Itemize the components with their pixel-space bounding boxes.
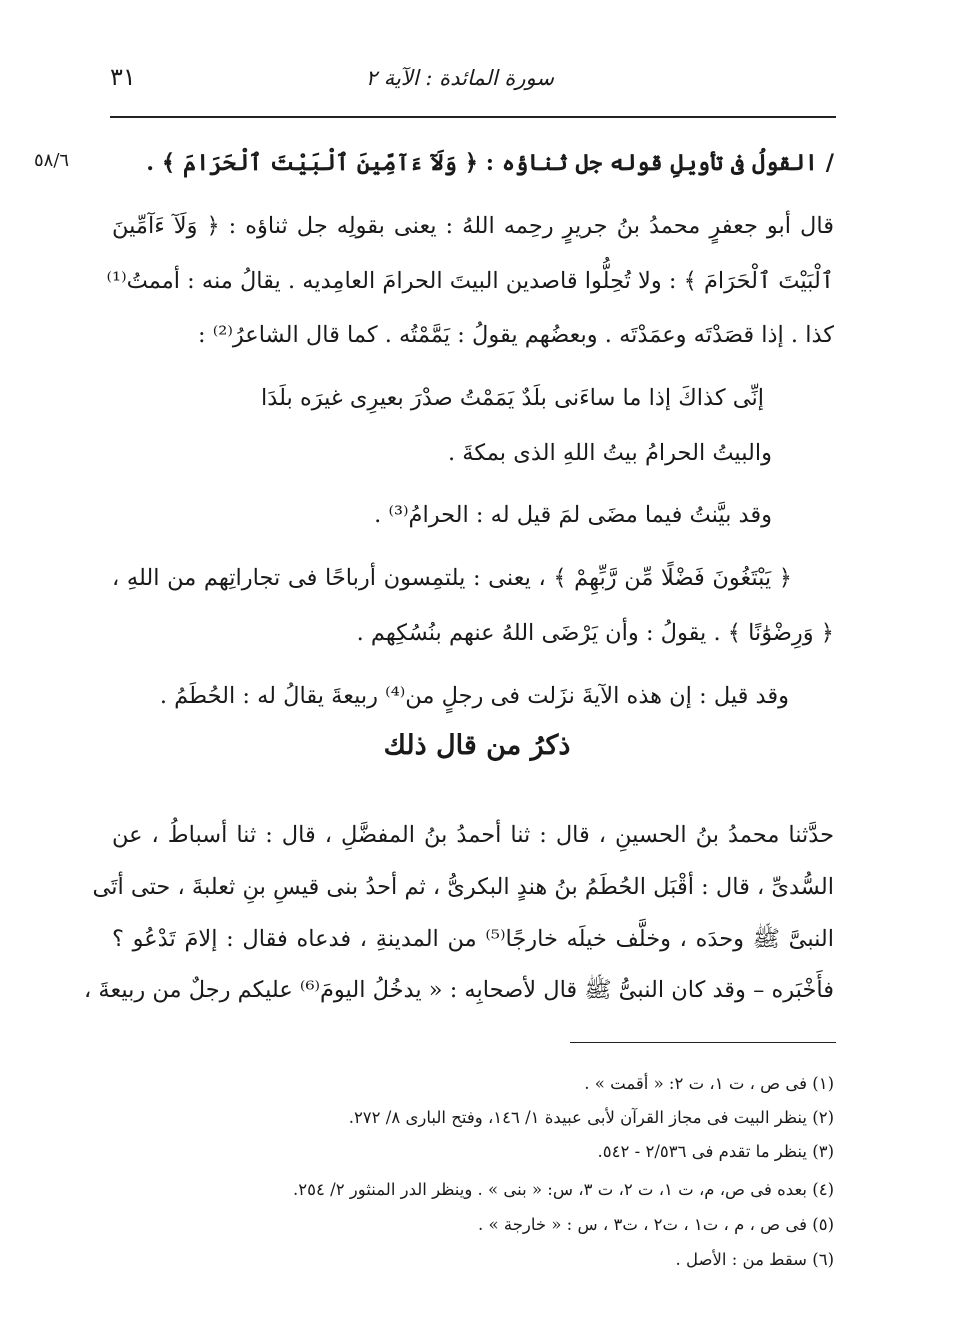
header-rule [110,116,836,118]
body-line: ﴿ يَبْتَغُونَ فَضْلًا مِّن رَّبِّهِمْ ﴾ ، يعنى : يلتمِسون أرباحًا فى تجاراتِهم من اللهِ ، [112,565,792,591]
body-line: قال أبو جعفرٍ محمدُ بنُ جريرٍ رحِمه اللهُ : يعنى بقولِه جل ثناؤه : ﴿ وَلَآ ءَآمِّينَ [112,213,834,239]
body-line: وقد قيل : إن هذه الآيةَ نزَلت فى رجلٍ من⁽⁴⁾ ربيعةَ يقالُ له : الحُطَمُ . [159,683,789,709]
footnote: (٢) ينظر البيت فى مجاز القرآن لأبى عبيدة ١/ ١٤٦، وفتح البارى ٨/ ٢٧٢. [348,1108,834,1127]
footnote: (٦) سقط من : الأصل . [675,1250,834,1269]
body-line: فأَخْبَره – وقد كان النبىُّ ﷺ قال لأصحابِه : « يدخُلُ اليومَ⁽⁶⁾ عليكم رجلٌ من ربيعةَ ، [83,977,834,1003]
body-line: والبيتُ الحرامُ بيتُ اللهِ الذى بمكةَ . [448,440,772,466]
body-line: ﴿ وَرِضْوَٰنًا ﴾ . يقولُ : وأن يَرْضَى اللهُ عنهم بنُسُكِهم . [356,620,834,646]
body-line: وقد بيَّنتُ فيما مضَى لمَ قيل له : الحرامُ⁽³⁾ . [374,502,772,528]
poetry-verse: إنِّى كذاكَ إذا ما ساءَنى بلَدٌ يَمَمْتُ صدْرَ بعيرِى غيرَه بلَدَا [261,385,764,411]
body-line: كذا . إذا قصَدْتَه وعمَدْتَه . وبعضُهم يقولُ : يَمَّمْتُه . كما قال الشاعرُ⁽²⁾ : [198,322,834,348]
section-title-line: / القولُ فى تأويلِ قوله جل ثناؤه : ﴿ وَلَآ ءَآمِّينَ ٱلْبَيْتَ ٱلْحَرَامَ ﴾ . [146,150,834,176]
footnote: (٤) بعده فى ص، م، ت ١، ت ٢، ت ٣، س: « بنى » . وينظر الدر المنثور ٢/ ٢٥٤. [293,1180,834,1199]
body-line: حدَّثنا محمدُ بنُ الحسينِ ، قال : ثنا أحمدُ بنُ المفضَّلِ ، قال : ثنا أسباطُ ، عن [112,822,834,848]
running-header-title: سورة المائدة : الآية ٢ [365,66,554,90]
footnote-rule [570,1042,836,1043]
body-line: ٱلْبَيْتَ ٱلْحَرَامَ ﴾ : ولا تُحِلُّوا قاصدين البيتَ الحرامَ العامِديه . يقالُ منه : أممتُ⁽¹⁾ [106,268,834,294]
footnote: (١) فى ص ، ت ١، ت ٢: « أقمت » . [584,1074,834,1093]
footnote: (٣) ينظر ما تقدم فى ٢/٥٣٦ - ٥٤٢. [597,1142,834,1161]
footnote: (٥) فى ص ، م ، ت١ ، ت٢ ، ت٣ ، س : « خارجة » . [478,1215,834,1234]
body-line: السُّدىِّ ، قال : أقْبَل الحُطَمُ بنُ هندٍ البكرىُّ ، ثم أحدُ بنى قيسِ بنِ ثعلبةَ ، حتى أتَى [92,874,834,900]
margin-page-reference: ٥٨/٦ [34,150,70,171]
section-heading: ذكرُ من قال ذلك [383,730,571,761]
page-number: ٣١ [110,63,136,91]
body-line: النبىَّ ﷺ وحدَه ، وخلَّف خيلَه خارجًا⁽⁵⁾ من المدينةِ ، فدعاه فقال : إلامَ تَدْعُو ؟ [112,926,835,952]
